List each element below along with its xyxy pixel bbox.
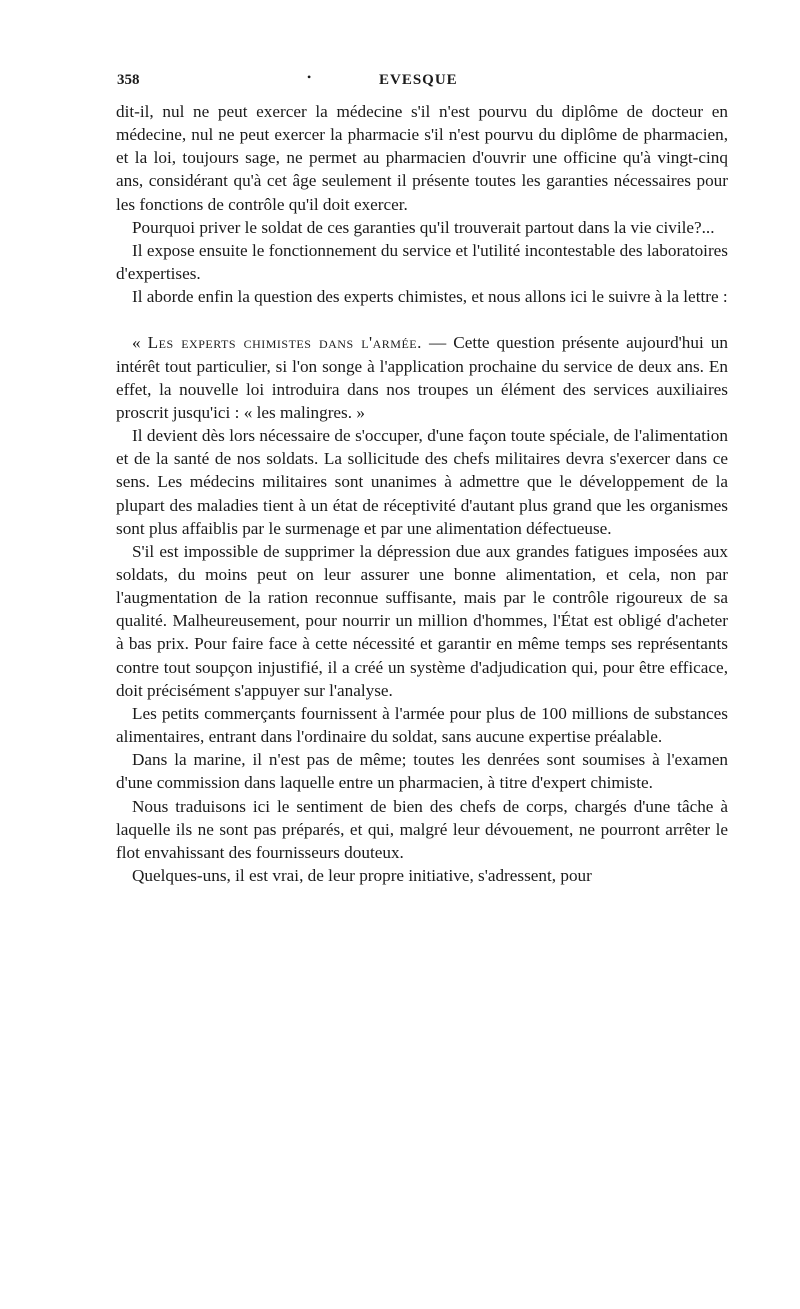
paragraph-5 xyxy=(116,331,728,424)
paragraph-1: dit-il, nul ne peut exercer la médecine s'il n'est pourvu du diplôme de docteur en médecine, nul ne peut exercer la pharmacie s'il n'est pourvu du diplôme de pharmacien, et la loi, toujours sage, ne permet au pharmacien d'ouvrir une officine qu'à vingt-cinq ans, considérant qu'à cet âge seulement il présente toutes les garanties nécessaires pour les fonctions de contrôle qu'il doit exercer. xyxy=(116,102,728,214)
page-header xyxy=(117,72,727,94)
quote-open: « xyxy=(132,333,148,353)
paragraph-5-text: — Cette question présente aujourd'hui un intérêt tout particulier, si l'on songe à l'application prochaine du service de deux ans. En effet, la nouvelle loi introduira dans nos troupes un élément des services auxiliaires proscrit jusqu'ici : « les malingres. » xyxy=(116,333,728,422)
paragraph-11: Quelques-uns, il est vrai, de leur propre initiative, s'adressent, pour xyxy=(132,866,592,885)
page-number: 358 xyxy=(117,72,140,88)
paragraph-4: Il aborde enfin la question des experts chimistes, et nous allons ici le suivre à la lettre : xyxy=(132,287,728,307)
paragraph-2: Pourquoi priver le soldat de ces garanties qu'il trouverait partout dans la vie civile?... xyxy=(132,217,715,237)
section-heading: Les experts chimistes dans l'armée. xyxy=(147,333,422,353)
header-mark: • xyxy=(307,70,312,84)
paragraph-7: S'il est impossible de supprimer la dépression due aux grandes fatigues imposées aux soldats, du moins peut on leur assurer une bonne alimentation, et cela, non par l'augmentation de la ration reconnue suffisante, mais par le contrôle rigoureux de sa qualité. Malheureusement, pour nourrir un million d'hommes, l'État est obligé d'acheter à bas prix. Pour faire face à cette nécessité et garantir en même temps ses représentants contre tout soupçon injustifié, il a créé un système d'adjudication qui, pour être efficace, doit précisément s'appuyer sur l'analyse. xyxy=(116,541,728,700)
paragraph-10: Nous traduisons ici le sentiment de bien des chefs de corps, chargés d'une tâche à laquelle ils ne sont pas préparés, et qui, malgré leur dévouement, ne pourront arrêter le flot envahissant des fournisseurs douteux. xyxy=(116,796,728,862)
running-title: EVESQUE xyxy=(379,72,458,88)
body-text xyxy=(116,100,728,887)
paragraph-6: Il devient dès lors nécessaire de s'occuper, d'une façon toute spéciale, de l'alimentation et de la santé de nos soldats. La sollicitude des chefs militaires devra s'exercer dans ce sens. Les médecins militaires sont unanimes à admettre que le développement de la plupart des maladies tient à un état de réceptivité d'autant plus grand que les organismes sont plus affaiblis par le surmenage et par une alimentation défectueuse. xyxy=(116,426,728,538)
paragraph-3: Il expose ensuite le fonctionnement du service et l'utilité incontestable des laboratoires d'expertises. xyxy=(116,240,728,284)
paragraph-9: Dans la marine, il n'est pas de même; toutes les denrées sont soumises à l'examen d'une commission dans laquelle entre un pharmacien, à titre d'expert chimiste. xyxy=(116,750,728,793)
paragraph-8: Les petits commerçants fournissent à l'armée pour plus de 100 millions de substances alimentaires, entrant dans l'ordinaire du soldat, sans aucune expertise préalable. xyxy=(116,703,728,747)
